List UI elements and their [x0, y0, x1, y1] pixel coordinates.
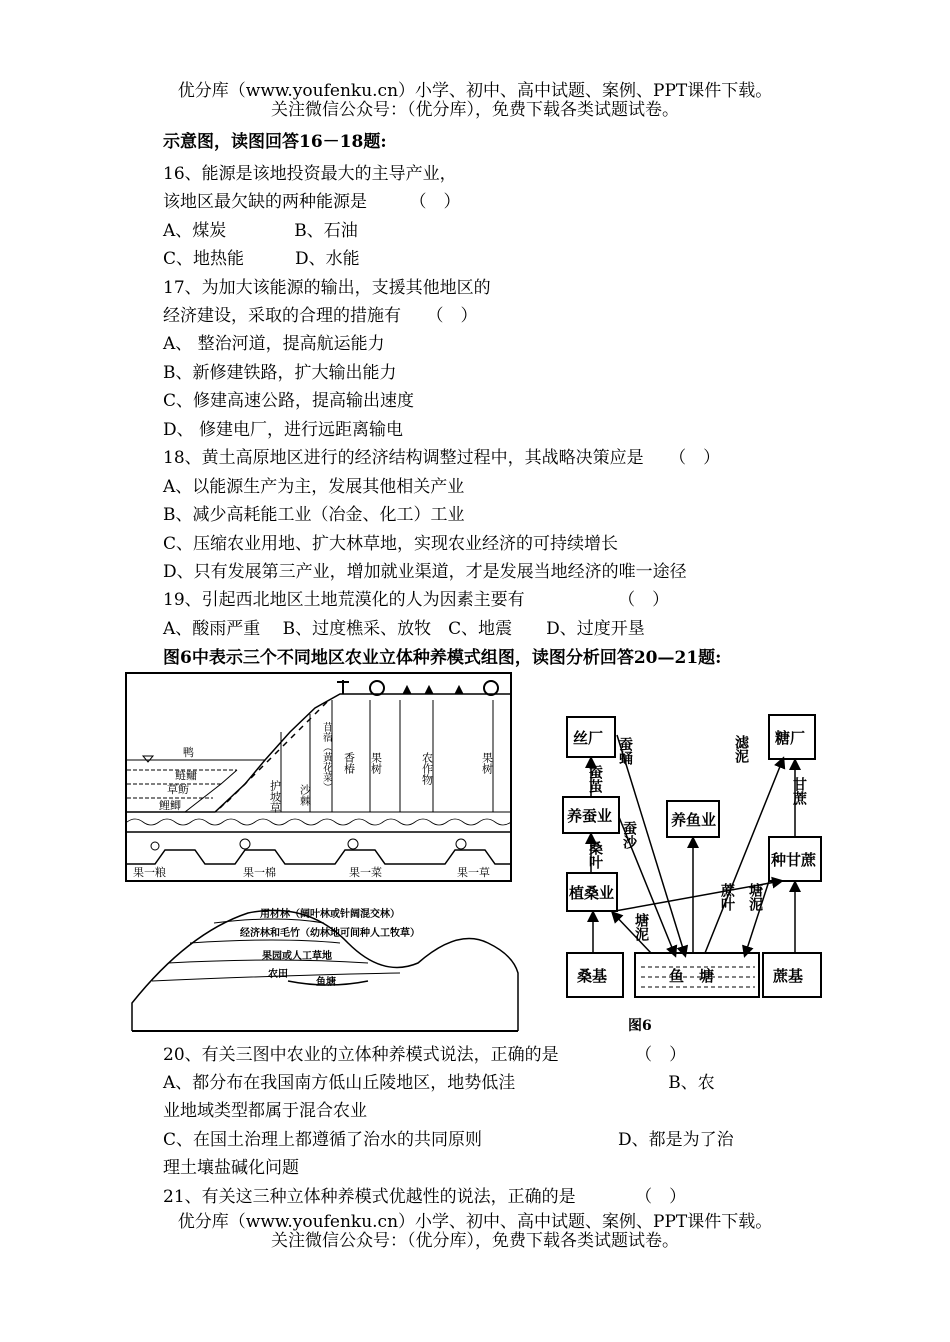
label-fruit-1: 果树	[369, 752, 383, 774]
box-cane-dike: 蔗基	[773, 967, 804, 985]
label-economic-forest: 经济林和毛竹（幼林地可间种人工牧草）	[240, 928, 420, 939]
q18-option-c: C、压缩农业用地、扩大林草地，实现农业经济的可持续增长	[163, 534, 619, 554]
q19-options: A、酸雨严重 B、过度樵采、放牧 C、地震 D、过度开垦	[163, 619, 645, 639]
q20-stem: 20、有关三图中农业的立体种养模式说法，正确的是 （ ）	[163, 1045, 687, 1065]
q20-option-d-cont: 理土壤盐碱化问题	[163, 1158, 299, 1178]
arrow-pupa: 蚕蛹	[617, 737, 633, 765]
label-row-grass: 果一草	[457, 866, 490, 879]
header-line-1: 优分库（www.youfenku.cn）小学、初中、高中试题、案例、PPT课件下载。	[177, 81, 773, 101]
label-fish-pond: 鱼塘	[316, 977, 336, 988]
q17-option-a: A、 整治河道，提高航运能力	[163, 334, 385, 354]
label-silver-carp: 鲢鳙	[175, 769, 197, 782]
label-hedge: 护坡草	[268, 780, 282, 813]
label-crops: 农作物	[420, 752, 434, 785]
label-daylily: 苜蓿（黄花菜）	[320, 722, 332, 792]
q17-option-c: C、修建高速公路，提高输出速度	[163, 391, 415, 411]
box-fish-pond: 鱼 塘	[669, 967, 715, 985]
label-orchard: 果园或人工草地	[262, 951, 332, 962]
label-farmland: 农田	[268, 969, 288, 980]
q16-stem-1: 16、能源是该地投资最大的主导产业，	[163, 164, 457, 184]
box-mulberry-planting: 植桑业	[569, 884, 615, 902]
q17-stem-1: 17、为加大该能源的输出，支援其他地区的	[163, 278, 491, 298]
q21-stem: 21、有关这三种立体种养模式优越性的说法，正确的是 （ ）	[163, 1187, 687, 1207]
label-grass-carp: 草鲂	[167, 783, 189, 796]
label-row-vegetable: 果一菜	[349, 866, 382, 879]
q16-options-ab: A、煤炭 B、石油	[163, 221, 358, 241]
q20-option-c-d: C、在国土治理上都遵循了治水的共同原则 D、都是为了治	[163, 1130, 734, 1150]
arrow-sugarcane: 甘蔗	[791, 777, 807, 805]
box-silkworm: 养蚕业	[567, 807, 613, 825]
arrow-cane-leaf: 蔗叶	[719, 883, 735, 911]
q18-stem: 18、黄土高原地区进行的经济结构调整过程中，其战略决策应是 （ ）	[163, 448, 721, 468]
q18-option-b: B、减少高耗能工业（冶金、化工）工业	[163, 505, 465, 525]
fig6-intro: 图6中表示三个不同地区农业立体种养模式组图，读图分析回答20—21题:	[163, 648, 722, 668]
intro-16-18: 示意图，读图回答16－18题:	[163, 132, 387, 152]
q16-stem-2: 该地区最欠缺的两种能源是 （ ）	[163, 192, 461, 212]
figure-flow-diagram	[555, 705, 855, 1007]
arrow-filter-mud: 滤泥	[733, 735, 749, 763]
q17-stem-2: 经济建设，采取的合理的措施有 （ ）	[163, 306, 478, 326]
arrow-cocoon: 蚕茧	[587, 765, 603, 793]
q17-option-b: B、新修建铁路，扩大输出能力	[163, 363, 397, 383]
label-fruit-2: 果树	[480, 752, 494, 774]
label-timber-forest: 用材林（阔叶林或针阔混交林）	[260, 909, 400, 920]
label-row-cotton: 果一棉	[243, 866, 276, 879]
arrow-mulberry-leaf: 桑叶	[587, 841, 603, 869]
q18-option-d: D、只有发展第三产业，增加就业渠道，才是发展当地经济的唯一途径	[163, 562, 687, 582]
box-silk-factory: 丝厂	[573, 729, 604, 747]
box-sugar-factory: 糖厂	[775, 729, 806, 747]
box-sugarcane-planting: 种甘蔗	[771, 851, 817, 869]
label-seabuckthorn: 沙棘	[298, 784, 312, 806]
arrow-pond-mud-2: 塘泥	[747, 883, 763, 911]
q17-option-d: D、 修建电厂，进行远距离输电	[163, 420, 404, 440]
box-mulberry-dike: 桑基	[577, 967, 608, 985]
q20-option-a-b: A、都分布在我国南方低山丘陵地区，地势低洼 B、农	[163, 1073, 715, 1093]
footer-line-2: 关注微信公众号：（优分库），免费下载各类试题试卷。	[271, 1231, 679, 1251]
figure-hills-diagram	[128, 893, 521, 1035]
q18-option-a: A、以能源生产为主，发展其他相关产业	[163, 477, 465, 497]
label-toona: 香椿	[342, 752, 356, 774]
label-row-grain: 果一粮	[133, 866, 166, 879]
arrow-silkworm-sand: 蚕沙	[621, 821, 637, 849]
q20-option-b-cont: 业地域类型都属于混合农业	[163, 1101, 367, 1121]
figure-caption: 图6	[628, 1018, 652, 1034]
q19-stem: 19、引起西北地区土地荒漠化的人为因素主要有 （ ）	[163, 590, 670, 610]
label-crucian: 鲤鲫	[159, 799, 181, 812]
label-duck: 鸭	[183, 746, 194, 759]
figure-slope-diagram	[125, 672, 513, 884]
arrow-pond-mud-1: 塘泥	[633, 913, 649, 941]
box-fish-farming: 养鱼业	[671, 811, 717, 829]
header-line-2: 关注微信公众号：（优分库），免费下载各类试题试卷。	[271, 100, 679, 120]
q16-options-cd: C、地热能 D、水能	[163, 249, 360, 269]
footer-line-1: 优分库（www.youfenku.cn）小学、初中、高中试题、案例、PPT课件下载。	[177, 1212, 773, 1232]
